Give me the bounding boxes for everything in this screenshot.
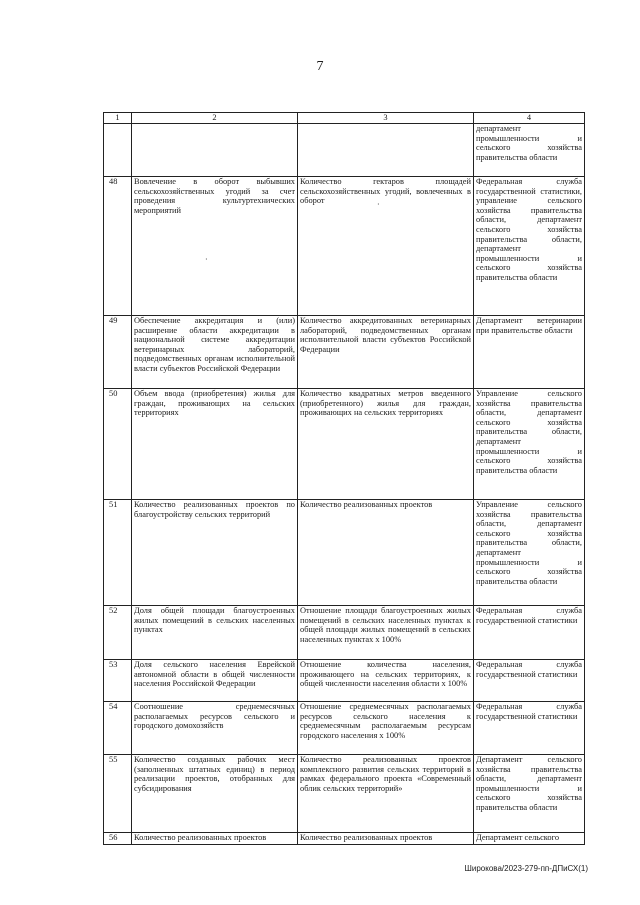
table-row xyxy=(104,702,585,755)
indicator-cell: Вовлечение в оборот выбывших сельскохозяйственных угодий за счет проведения культуртехнических мероприятий xyxy=(132,177,298,316)
header-cell: 2 xyxy=(132,113,298,124)
source-cell: Управление сельского хозяйства правительства области, департамент сельского хозяйства правительства области, департамент промышленности и сельского хозяйства правительства области xyxy=(474,500,585,606)
table-row xyxy=(104,177,585,316)
source-cell: департамент промышленности и сельского хозяйства правительства области xyxy=(474,124,585,177)
row-number: 55 xyxy=(104,755,132,833)
source-cell: Управление сельского хозяйства правительства области, департамент сельского хозяйства правительства области, департамент промышленности и сельского хозяйства правительства области xyxy=(474,389,585,500)
scan-speck: · xyxy=(205,255,208,264)
source-cell: Федеральная служба государственной статистики, управление сельского хозяйства правительства области, департамент сельского хозяйства правительства области, департамент промышленности и сельского хозяйства правительства области xyxy=(474,177,585,316)
document-code: Широкова/2023-279-пп-ДПиСХ(1) xyxy=(464,864,588,873)
row-number: 52 xyxy=(104,606,132,660)
table-header-row xyxy=(104,113,585,124)
definition-cell: Количество аккредитованных ветеринарных лабораторий, подведомственных органам исполнительной власти субъектов Российской Федерации xyxy=(298,316,474,389)
row-number: 51 xyxy=(104,500,132,606)
definition-cell: Количество квадратных метров введенного (приобретенного) жилья для граждан, проживающих на сельских территориях xyxy=(298,389,474,500)
indicators-table xyxy=(103,112,585,845)
row-number: 48 xyxy=(104,177,132,316)
source-cell: Федеральная служба государственной статистики xyxy=(474,606,585,660)
indicator-cell: Количество созданных рабочих мест (заполненных штатных единиц) в период реализации проектов, отобранных для субсидирования xyxy=(132,755,298,833)
definition-cell: Отношение площади благоустроенных жилых помещений в сельских населенных пунктах к общей площади жилых помещений в сельских населенных пунктах х 100% xyxy=(298,606,474,660)
definition-cell: Количество гектаров площадей сельскохозяйственных угодий, вовлеченных в оборот xyxy=(298,177,474,316)
definition-cell xyxy=(298,124,474,177)
table-row xyxy=(104,660,585,702)
row-number xyxy=(104,124,132,177)
table-row xyxy=(104,124,585,177)
indicator-cell xyxy=(132,124,298,177)
indicator-cell: Доля сельского населения Еврейской автономной области в общей численности населения Российской Федерации xyxy=(132,660,298,702)
scan-speck: · xyxy=(377,200,380,209)
source-cell: Департамент сельского xyxy=(474,833,585,845)
indicator-cell: Доля общей площади благоустроенных жилых помещений в сельских населенных пунктах xyxy=(132,606,298,660)
source-cell: Департамент ветеринарии при правительстве области xyxy=(474,316,585,389)
table-row xyxy=(104,500,585,606)
row-number: 56 xyxy=(104,833,132,845)
table-row xyxy=(104,606,585,660)
definition-cell: Количество реализованных проектов xyxy=(298,833,474,845)
indicator-cell: Количество реализованных проектов по благоустройству сельских территорий xyxy=(132,500,298,606)
table-row xyxy=(104,833,585,845)
row-number: 49 xyxy=(104,316,132,389)
header-cell: 1 xyxy=(104,113,132,124)
header-cell: 3 xyxy=(298,113,474,124)
source-cell: Федеральная служба государственной статистики xyxy=(474,702,585,755)
indicator-cell: Объем ввода (приобретения) жилья для граждан, проживающих на сельских территориях xyxy=(132,389,298,500)
row-number: 53 xyxy=(104,660,132,702)
header-cell: 4 xyxy=(474,113,585,124)
row-number: 50 xyxy=(104,389,132,500)
definition-cell: Количество реализованных проектов xyxy=(298,500,474,606)
indicator-cell: Обеспечение аккредитация и (или) расширение области аккредитации в национальной системе аккредитации ветеринарных лабораторий, подведомственных органам исполнительной власти субъектов Российской Федерации xyxy=(132,316,298,389)
indicator-cell: Соотношение среднемесячных располагаемых ресурсов сельского и городского домохозяйств xyxy=(132,702,298,755)
definition-cell: Отношение количества населения, проживающего на сельских территориях, к общей численности населения области х 100% xyxy=(298,660,474,702)
page-number: 7 xyxy=(316,59,324,74)
source-cell: Департамент сельского хозяйства правительства области, департамент промышленности и сельского хозяйства правительства области xyxy=(474,755,585,833)
table-row xyxy=(104,755,585,833)
indicator-cell: Количество реализованных проектов xyxy=(132,833,298,845)
source-cell: Федеральная служба государственной статистики xyxy=(474,660,585,702)
table-row xyxy=(104,389,585,500)
row-number: 54 xyxy=(104,702,132,755)
definition-cell: Количество реализованных проектов комплексного развития сельских территорий в рамках федерального проекта «Современный облик сельских территорий» xyxy=(298,755,474,833)
definition-cell: Отношение среднемесячных располагаемых ресурсов сельского населения к среднемесячным располагаемым ресурсам городского населения х 100% xyxy=(298,702,474,755)
table-row xyxy=(104,316,585,389)
